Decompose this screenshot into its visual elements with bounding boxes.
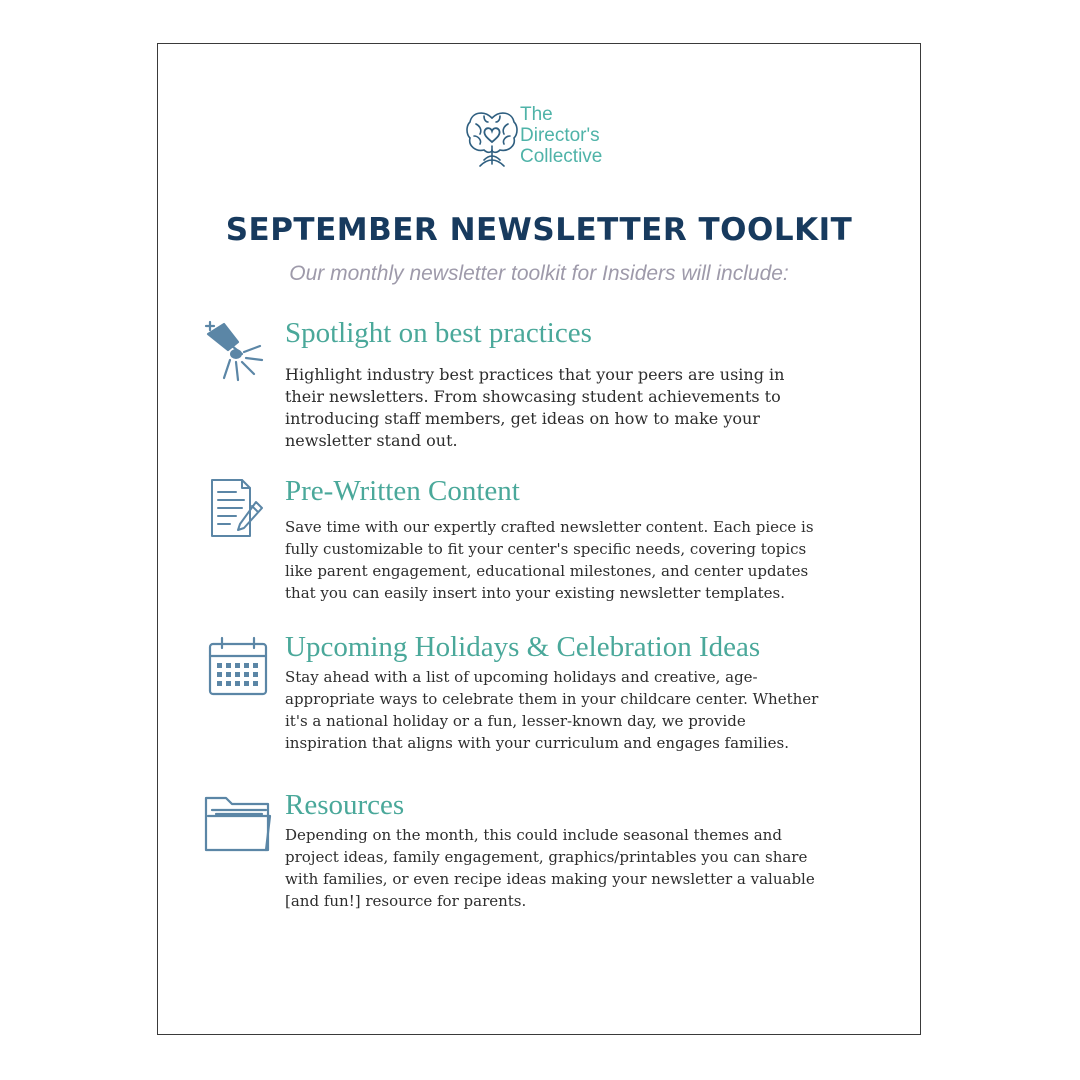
page-title: SEPTEMBER NEWSLETTER TOOLKIT xyxy=(225,212,853,248)
brain-tree-heart-icon xyxy=(464,106,520,170)
logo-wordmark xyxy=(520,104,602,167)
calendar-icon xyxy=(202,630,274,702)
document-pen-icon xyxy=(202,474,274,546)
section-heading: Upcoming Holidays & Celebration Ideas xyxy=(285,631,761,663)
section-heading: Spotlight on best practices xyxy=(285,317,592,349)
logo-line-1: The xyxy=(520,104,553,125)
section-body: Save time with our expertly crafted newsletter content. Each piece is fully customizable to fit your center's specific needs, covering topics like parent engagement, educational milestones, and center updates that you can easily insert into your existing newsletter templates. xyxy=(285,518,814,602)
page-subtitle: Our monthly newsletter toolkit for Insiders will include: xyxy=(289,262,789,285)
logo xyxy=(464,104,644,174)
section-heading: Resources xyxy=(285,789,405,821)
section-body: Highlight industry best practices that your peers are using in their newsletters. From showcasing student achievements to introducing staff members, get ideas on how to make your newsletter stand out. xyxy=(285,365,785,450)
logo-line-2: Director's xyxy=(520,125,600,146)
section-body: Depending on the month, this could include seasonal themes and project ideas, family engagement, graphics/printables you can share with families, or even recipe ideas making your newsletter a valuable [and fun!] resource for parents. xyxy=(285,826,815,910)
folder-icon xyxy=(202,788,274,860)
logo-line-3: Collective xyxy=(520,146,603,167)
document-page xyxy=(157,43,921,1035)
spotlight-icon xyxy=(202,316,274,388)
section-body: Stay ahead with a list of upcoming holidays and creative, age-appropriate ways to celebrate them in your childcare center. Whether it's a national holiday or a fun, lesser-known day, we provide inspiration that aligns with your curriculum and engages families. xyxy=(285,668,819,752)
section-heading: Pre-Written Content xyxy=(285,475,520,507)
